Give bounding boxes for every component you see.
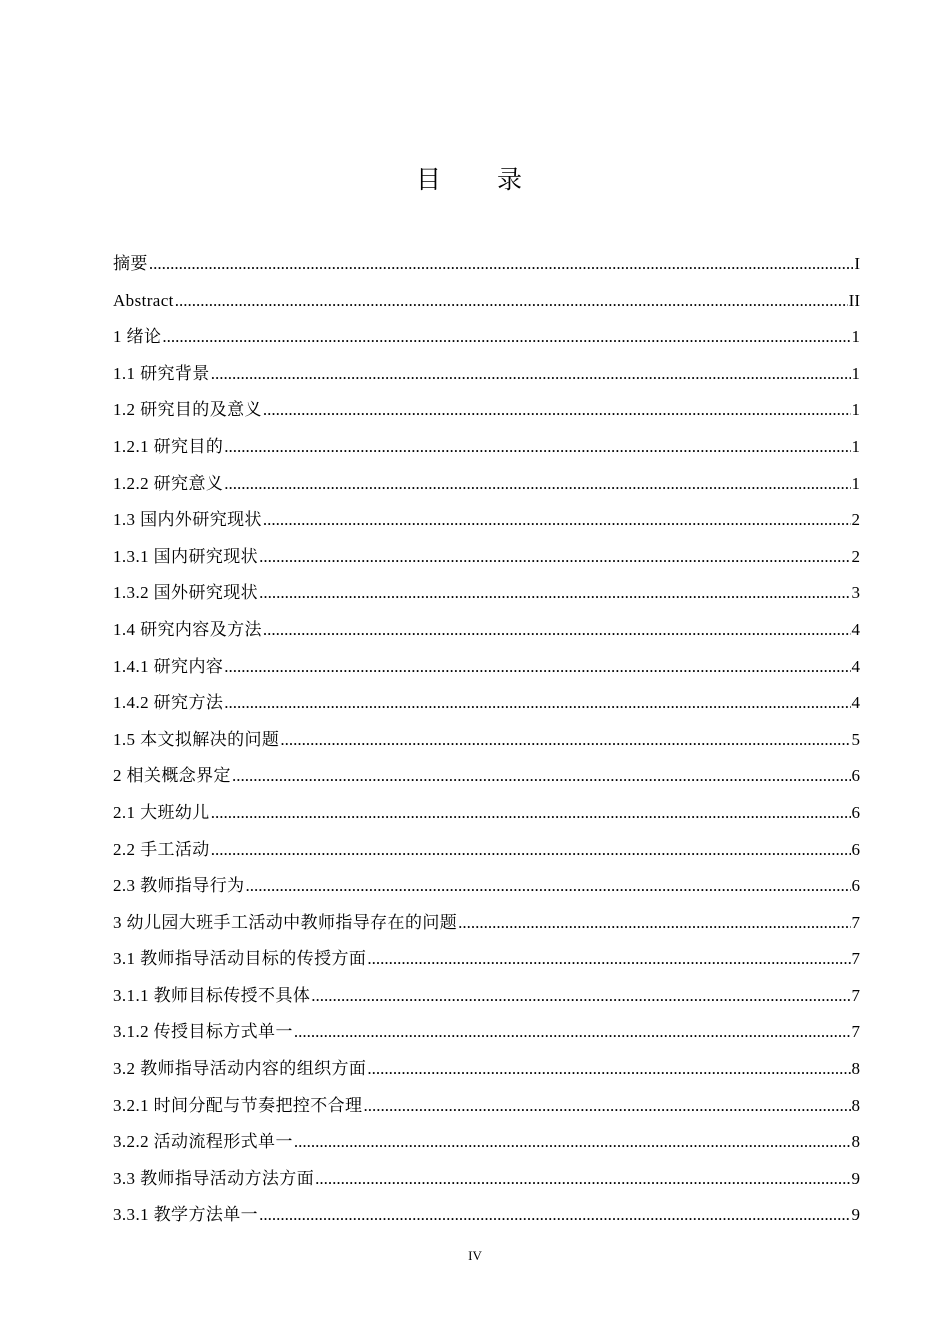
toc-entry[interactable] bbox=[113, 502, 860, 539]
toc-entry-page: 8 bbox=[851, 1059, 860, 1079]
toc-entry[interactable] bbox=[113, 758, 860, 795]
toc-entry-label: 1.4.1 研究内容 bbox=[113, 656, 224, 676]
toc-dot-leader bbox=[224, 685, 850, 722]
toc-dot-leader bbox=[280, 722, 850, 759]
toc-entry-label: 1.1 研究背景 bbox=[113, 363, 210, 383]
toc-entry-page: 8 bbox=[851, 1095, 860, 1115]
toc-dot-leader bbox=[311, 978, 850, 1015]
toc-entry-label: Abstract bbox=[113, 290, 174, 310]
toc-dot-leader bbox=[458, 905, 850, 942]
toc-entry-page: 4 bbox=[851, 693, 860, 713]
toc-entry-label: 3 幼儿园大班手工活动中教师指导存在的问题 bbox=[113, 912, 458, 932]
toc-dot-leader bbox=[294, 1014, 851, 1051]
toc-dot-leader bbox=[315, 1161, 850, 1198]
toc-entry[interactable] bbox=[113, 978, 860, 1015]
toc-dot-leader bbox=[162, 319, 850, 356]
toc-entry[interactable] bbox=[113, 429, 860, 466]
toc-dot-leader bbox=[263, 612, 851, 649]
toc-dot-leader bbox=[363, 1088, 850, 1125]
toc-dot-leader bbox=[211, 356, 851, 393]
toc-entry[interactable] bbox=[113, 685, 860, 722]
toc-entry-label: 摘要 bbox=[113, 254, 148, 273]
toc-entry[interactable] bbox=[113, 319, 860, 356]
toc-entry-page: 1 bbox=[851, 473, 860, 493]
toc-entry[interactable] bbox=[113, 246, 860, 283]
toc-entry-page: 9 bbox=[851, 1205, 860, 1225]
toc-entry[interactable] bbox=[113, 466, 860, 503]
toc-title: 目 录 bbox=[416, 165, 546, 194]
toc-dot-leader bbox=[224, 466, 850, 503]
toc-entry-page: 6 bbox=[851, 839, 860, 859]
toc-dot-leader bbox=[263, 502, 851, 539]
toc-entry[interactable] bbox=[113, 1197, 860, 1234]
toc-entry-page: 7 bbox=[851, 985, 860, 1005]
toc-entry-page: 1 bbox=[851, 436, 860, 456]
toc-dot-leader bbox=[175, 283, 848, 320]
footer-page-number: IV bbox=[468, 1248, 482, 1263]
toc-dot-leader bbox=[367, 1051, 850, 1088]
toc-entry[interactable] bbox=[113, 832, 860, 869]
toc-entry-page: 1 bbox=[851, 363, 860, 383]
toc-entry-page: I bbox=[854, 254, 860, 273]
toc-dot-leader bbox=[149, 246, 854, 283]
toc-dot-leader bbox=[232, 758, 851, 795]
toc-entry-label: 1.3.1 国内研究现状 bbox=[113, 546, 259, 566]
toc-entry[interactable] bbox=[113, 1051, 860, 1088]
toc-list bbox=[113, 246, 860, 1234]
toc-entry[interactable] bbox=[113, 905, 860, 942]
toc-entry[interactable] bbox=[113, 722, 860, 759]
toc-entry[interactable] bbox=[113, 941, 860, 978]
toc-entry-label: 3.2.1 时间分配与节奏把控不合理 bbox=[113, 1095, 363, 1115]
toc-dot-leader bbox=[259, 575, 850, 612]
toc-entry-page: 7 bbox=[851, 1022, 860, 1042]
toc-entry[interactable] bbox=[113, 392, 860, 429]
toc-entry-page: 5 bbox=[851, 729, 860, 749]
toc-entry[interactable] bbox=[113, 283, 860, 320]
toc-entry[interactable] bbox=[113, 795, 860, 832]
toc-entry-page: 8 bbox=[851, 1132, 860, 1152]
toc-entry-page: 3 bbox=[851, 583, 860, 603]
toc-entry-label: 3.1.1 教师目标传授不具体 bbox=[113, 985, 311, 1005]
toc-entry-page: 2 bbox=[851, 510, 860, 530]
toc-entry-label: 1.3.2 国外研究现状 bbox=[113, 583, 259, 603]
toc-dot-leader bbox=[211, 832, 851, 869]
toc-entry-page: 2 bbox=[851, 546, 860, 566]
toc-entry-label: 3.3 教师指导活动方法方面 bbox=[113, 1168, 315, 1188]
toc-entry-page: 6 bbox=[851, 802, 860, 822]
toc-entry-page: 6 bbox=[851, 876, 860, 896]
toc-entry-label: 1.2 研究目的及意义 bbox=[113, 400, 262, 420]
toc-entry-page: 9 bbox=[851, 1168, 860, 1188]
toc-dot-leader bbox=[294, 1124, 851, 1161]
toc-entry[interactable] bbox=[113, 649, 860, 686]
toc-entry-label: 1.4.2 研究方法 bbox=[113, 693, 224, 713]
toc-entry[interactable] bbox=[113, 1014, 860, 1051]
toc-entry-label: 1 绪论 bbox=[113, 327, 162, 347]
toc-entry[interactable] bbox=[113, 1124, 860, 1161]
toc-entry-label: 3.2 教师指导活动内容的组织方面 bbox=[113, 1059, 367, 1079]
toc-entry-label: 2 相关概念界定 bbox=[113, 766, 231, 786]
toc-dot-leader bbox=[263, 392, 851, 429]
toc-entry-label: 1.4 研究内容及方法 bbox=[113, 619, 262, 639]
toc-entry-label: 2.2 手工活动 bbox=[113, 839, 210, 859]
toc-entry[interactable] bbox=[113, 356, 860, 393]
toc-dot-leader bbox=[246, 868, 851, 905]
toc-dot-leader bbox=[211, 795, 851, 832]
toc-dot-leader bbox=[224, 649, 850, 686]
toc-entry-label: 3.1 教师指导活动目标的传授方面 bbox=[113, 949, 367, 969]
toc-entry[interactable] bbox=[113, 868, 860, 905]
toc-dot-leader bbox=[259, 1197, 850, 1234]
toc-entry-page: 7 bbox=[851, 949, 860, 969]
toc-entry-page: 1 bbox=[851, 400, 860, 420]
toc-entry[interactable] bbox=[113, 612, 860, 649]
toc-entry-label: 1.2.1 研究目的 bbox=[113, 436, 224, 456]
toc-entry[interactable] bbox=[113, 1088, 860, 1125]
toc-entry-label: 1.2.2 研究意义 bbox=[113, 473, 224, 493]
toc-dot-leader bbox=[259, 539, 850, 576]
toc-entry[interactable] bbox=[113, 539, 860, 576]
toc-entry[interactable] bbox=[113, 575, 860, 612]
toc-entry-page: 4 bbox=[851, 656, 860, 676]
toc-dot-leader bbox=[367, 941, 850, 978]
toc-entry-label: 3.1.2 传授目标方式单一 bbox=[113, 1022, 293, 1042]
toc-entry-label: 3.2.2 活动流程形式单一 bbox=[113, 1132, 293, 1152]
toc-entry-page: 6 bbox=[851, 766, 860, 786]
toc-entry-label: 1.3 国内外研究现状 bbox=[113, 510, 262, 530]
toc-entry-label: 1.5 本文拟解决的问题 bbox=[113, 729, 280, 749]
toc-entry-page: 7 bbox=[851, 912, 860, 932]
toc-entry-page: 1 bbox=[851, 327, 860, 347]
toc-entry-label: 2.3 教师指导行为 bbox=[113, 876, 245, 896]
toc-entry-label: 2.1 大班幼儿 bbox=[113, 802, 210, 822]
toc-entry-page: II bbox=[848, 290, 860, 310]
toc-entry-label: 3.3.1 教学方法单一 bbox=[113, 1205, 259, 1225]
toc-entry-page: 4 bbox=[851, 619, 860, 639]
toc-dot-leader bbox=[224, 429, 850, 466]
toc-entry[interactable] bbox=[113, 1161, 860, 1198]
